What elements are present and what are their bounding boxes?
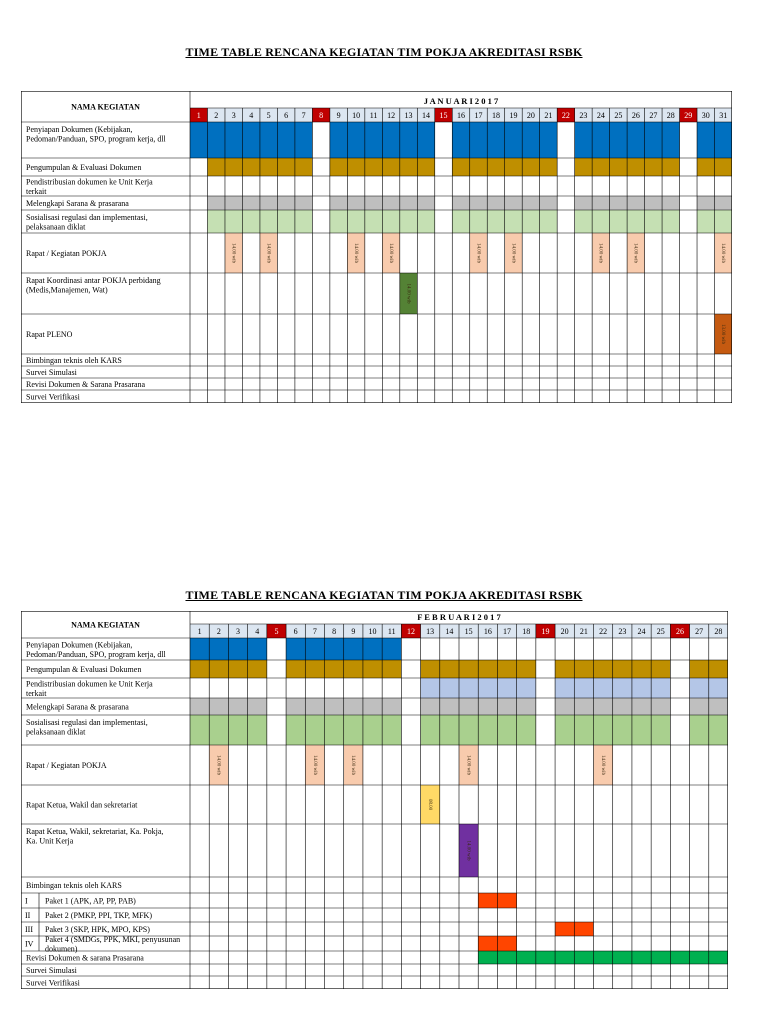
feb-row-label: Bimbingan teknis oleh KARS [26, 881, 122, 890]
jan-day-number-3: 3 [231, 111, 236, 120]
feb-row-label: Paket 2 (PMKP, PPI, TKP, MFK) [45, 911, 152, 920]
jan-time-note: 14.00 wib [405, 283, 411, 304]
jan-day-number-21: 21 [544, 111, 553, 120]
jan-day-number-26: 26 [631, 111, 640, 120]
jan-row-label: Pendistribusian dokumen ke Unit Kerja terkait [26, 177, 153, 196]
jan-row-label: Bimbingan teknis oleh KARS [26, 356, 122, 365]
feb-header-label: NAMA KEGIATAN [71, 620, 140, 630]
jan-time-note: 14.00 wib [230, 243, 236, 263]
jan-header-label: NAMA KEGIATAN [71, 102, 140, 112]
jan-row-label: Survei Simulasi [26, 368, 77, 377]
feb-row-label: Paket 1 (APK, AP, PP, PAB) [45, 896, 136, 906]
jan-day-number-8: 8 [319, 111, 324, 120]
feb-row-label: Rapat Ketua, Wakil, sekretariat, Ka. Pokja, Ka. Unit Kerja [26, 827, 164, 846]
jan-day-number-27: 27 [649, 111, 658, 120]
feb-day-number-14: 14 [445, 627, 454, 636]
jan-day-number-5: 5 [266, 111, 271, 120]
jan-day-number-10: 10 [352, 111, 361, 120]
jan-row-label: Rapat / Kegiatan POKJA [26, 249, 107, 258]
jan-day-number-13: 13 [404, 111, 413, 120]
feb-row-label: Paket 3 (SKP, HPK, MPO, KPS) [45, 925, 150, 934]
feb-row-label: Pengumpulan & Evaluasi Dokumen [26, 665, 142, 674]
jan-day-number-6: 6 [284, 111, 289, 120]
jan-time-note: 14.00 wib [265, 242, 271, 263]
feb-row-number: III [25, 925, 33, 934]
jan-day-number-30: 30 [701, 111, 710, 120]
jan-day-number-23: 23 [579, 111, 588, 120]
jan-row-label: Pengumpulan & Evaluasi Dokumen [26, 163, 142, 172]
feb-row-label: Revisi Dokumen & sarana Prasarana [26, 953, 144, 963]
feb-day-number-25: 25 [656, 627, 665, 636]
jan-day-number-28: 28 [666, 111, 675, 120]
jan-schedule-table [21, 91, 732, 403]
feb-row-number: I [25, 896, 28, 906]
jan-time-note: 14.00 wib [387, 243, 393, 263]
feb-day-number-21: 21 [579, 627, 588, 636]
jan-day-number-20: 20 [526, 111, 535, 120]
feb-row-label: Melengkapi Sarana & prasarana [26, 702, 129, 712]
jan-row-label: Sosialisasi regulasi dan implementasi, pelaksanaan diklat [26, 213, 148, 232]
feb-schedule-svg [21, 611, 728, 989]
jan-day-number-14: 14 [422, 111, 431, 120]
feb-row-number: II [25, 911, 31, 920]
feb-day-number-3: 3 [236, 627, 241, 636]
feb-day-number-22: 22 [599, 627, 608, 636]
jan-month-label: J A N U A R I 2 0 1 7 [423, 96, 499, 106]
jan-day-number-24: 24 [596, 111, 605, 120]
feb-time-note: 14.00 wib [465, 840, 471, 861]
jan-time-note: 14.00 wib [597, 243, 603, 263]
jan-day-number-15: 15 [439, 111, 448, 120]
jan-day-number-9: 9 [336, 111, 341, 120]
jan-time-note: 14.00 wib [510, 243, 516, 263]
jan-day-number-4: 4 [249, 111, 254, 120]
feb-day-number-17: 17 [503, 627, 512, 636]
feb-row-label: Paket 4 (SMDGs, PPK, MKI, penyusunan dokumen) [45, 934, 181, 954]
feb-day-number-20: 20 [560, 627, 569, 636]
feb-time-note: 14.00 wib [215, 755, 221, 775]
jan-row-label: Revisi Dokumen & Sarana Prasarana [26, 380, 146, 389]
feb-day-number-16: 16 [483, 627, 492, 636]
feb-day-number-19: 19 [541, 627, 550, 636]
feb-day-number-1: 1 [197, 627, 202, 636]
feb-activity-bar [478, 951, 728, 964]
feb-row-label: Pendistribusian dokumen ke Unit Kerja terkait [26, 679, 153, 698]
feb-day-number-7: 7 [312, 627, 317, 636]
feb-schedule-table [21, 611, 732, 989]
jan-day-number-18: 18 [491, 111, 500, 120]
feb-day-number-2: 2 [216, 627, 221, 636]
jan-day-number-25: 25 [614, 111, 623, 120]
feb-day-number-27: 27 [695, 627, 704, 636]
jan-day-number-1: 1 [196, 111, 201, 120]
feb-day-number-23: 23 [618, 627, 627, 636]
feb-time-note: 14.00 wib [311, 755, 317, 775]
jan-day-number-31: 31 [719, 111, 728, 120]
feb-day-number-15: 15 [464, 627, 473, 636]
jan-day-number-2: 2 [214, 111, 219, 120]
jan-day-number-12: 12 [387, 111, 396, 120]
jan-row-label: Survei Verifikasi [26, 392, 80, 402]
jan-row-label: Melengkapi Sarana & prasarana [26, 199, 129, 208]
feb-day-number-13: 13 [426, 627, 435, 636]
feb-row-number: IV [25, 939, 34, 949]
jan-day-number-11: 11 [369, 111, 378, 120]
jan-time-note: 14.00 wib [352, 243, 358, 263]
jan-row-label: Penyiapan Dokumen (Kebijakan, Pedoman/Panduan, SPO, program kerja, dll [26, 125, 166, 144]
feb-row-label: Rapat / Kegiatan POKJA [26, 761, 107, 770]
jan-time-note: 14.00 wib [632, 243, 638, 263]
feb-time-note: 14.00 wib [465, 755, 471, 775]
feb-day-number-10: 10 [368, 627, 377, 636]
feb-row-label: Sosialisasi regulasi dan implementasi, pelaksanaan diklat [26, 718, 148, 737]
feb-row-label: Survei Verifikasi [26, 978, 80, 988]
feb-day-number-9: 9 [351, 627, 356, 636]
jan-schedule-svg [21, 91, 732, 403]
feb-schedule-title: TIME TABLE RENCANA KEGIATAN TIM POKJA AKREDITASI RSBK [185, 588, 583, 602]
jan-schedule-title: TIME TABLE RENCANA KEGIATAN TIM POKJA AKREDITASI RSBK [185, 45, 583, 59]
jan-day-number-22: 22 [561, 111, 570, 120]
feb-day-number-28: 28 [714, 627, 723, 636]
jan-day-number-16: 16 [457, 111, 465, 120]
jan-time-note: 14.00 wib [720, 243, 726, 263]
feb-day-number-18: 18 [522, 627, 531, 636]
feb-day-number-8: 8 [332, 627, 337, 636]
jan-day-number-29: 29 [684, 111, 693, 120]
feb-time-note: 08.00 [427, 798, 433, 811]
feb-day-number-4: 4 [255, 627, 260, 636]
jan-time-note: 13.00 wib [720, 324, 726, 344]
feb-time-note: 14.00 wib [599, 755, 605, 775]
feb-row-label: Penyiapan Dokumen (Kebijakan, Pedoman/Panduan, SPO, program kerja, dll [26, 640, 166, 659]
feb-row-label: Rapat Ketua, Wakil dan sekretariat [26, 800, 138, 810]
feb-day-number-26: 26 [675, 627, 684, 636]
jan-row-label: Rapat Koordinasi antar POKJA perbidang (Medis,Manajemen, Wat) [26, 276, 161, 295]
jan-row-label: Rapat PLENO [26, 330, 73, 339]
feb-day-number-6: 6 [293, 627, 298, 636]
feb-time-note: 14.00 wib [350, 755, 356, 775]
feb-day-number-11: 11 [387, 627, 396, 636]
feb-day-number-5: 5 [274, 627, 279, 636]
feb-day-number-24: 24 [637, 627, 646, 636]
jan-day-number-7: 7 [301, 111, 306, 120]
jan-activity-bar [190, 122, 312, 158]
jan-day-number-19: 19 [509, 111, 518, 120]
jan-time-note: 14.00 wib [475, 243, 481, 263]
feb-month-label: F E B R U A R I 2 0 1 7 [417, 612, 501, 622]
feb-day-number-12: 12 [406, 627, 415, 636]
feb-row-label: Survei Simulasi [26, 966, 77, 975]
jan-day-number-17: 17 [474, 111, 483, 120]
